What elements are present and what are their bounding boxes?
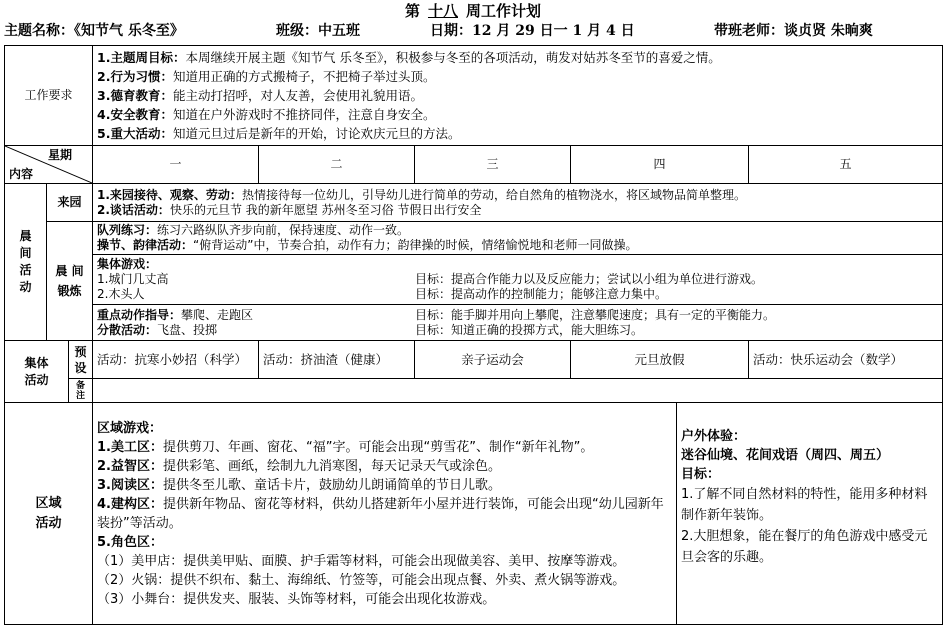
day-monday: 一	[93, 146, 259, 184]
area-games-content: 区域游戏： 1.美工区：提供剪刀、年画、窗花、“福”字。可能会出现“剪雪花”、制作“新年礼物”。 2.益智区：提供彩笔、画纸，绘制九九消寒图，每天记录天气或涂色。 3.阅读区：提供冬至儿歌、童话卡片，鼓励幼儿朗诵简单的节日儿歌。 4.建构区：提供新年物品、窗花等材料，供幼儿搭建新年小屋并进行装饰，可能会出现“幼儿园新年装扮”等活动。 5.角色区： （1）美甲店：提供美甲贴、面膜、护手霜等材料，可能会出现做美容、美甲、按摩等游戏。 （2）火锅：提供不织布、黏土、海绵纸、竹签等，可能会出现点餐、外卖、煮火锅等游戏。 （3）小舞台：提供发夹、服装、头饰等材料，可能会出现化妆游戏。	[93, 403, 677, 625]
arrival-label: 来园	[47, 184, 93, 222]
morning-activity-label: 晨 间 活 动	[5, 184, 47, 341]
theme-name: 主题名称：《知节气 乐冬至》	[4, 23, 184, 39]
requirements-label: 工作要求	[5, 46, 93, 146]
weekday-corner-cell	[5, 146, 93, 184]
note-label: 备 注	[69, 379, 93, 403]
requirement-item: 3.德育教育：能主动打招呼，对人友善，会使用礼貌用语。	[97, 88, 423, 103]
day-wednesday: 三	[415, 146, 571, 184]
note-content	[93, 379, 943, 403]
title-week: 十八	[427, 2, 458, 20]
area-item: 2.益智区：提供彩笔、画纸，绘制九九消寒图，每天记录天气或涂色。	[97, 459, 502, 474]
role-item: （3）小舞台：提供发夹、服装、头饰等材料，可能会出现化妆游戏。	[97, 592, 496, 607]
exercise-label: 晨 间 锻炼	[47, 222, 93, 341]
date-range: 日期：12 月 29 日一 1 月 4 日	[430, 23, 635, 39]
teacher-names: 带班老师：谈贞贤 朱晌爽	[714, 23, 873, 39]
title-suffix: 周工作计划	[466, 2, 542, 20]
area-item: 5.角色区：	[97, 535, 163, 550]
role-item: （2）火锅：提供不织布、黏土、海绵纸、竹签等，可能会出现点餐、外卖、煮火锅等游戏。	[97, 573, 626, 588]
plan-wednesday: 亲子运动会	[415, 341, 571, 379]
requirement-item: 2.行为习惯：知道用正确的方式搬椅子，不把椅子举过头顶。	[97, 69, 436, 84]
plan-friday: 活动：快乐运动会（数学）	[749, 341, 943, 379]
day-tuesday: 二	[259, 146, 415, 184]
area-item: 4.建构区：提供新年物品、窗花等材料，供幼儿搭建新年小屋并进行装饰，可能会出现“幼儿园新年装扮”等活动。	[97, 497, 664, 531]
corner-weekday-label: 星期	[48, 148, 73, 162]
arrival-content: 1.来园接待、观察、劳动：热情接待每一位幼儿，引导幼儿进行简单的劳动，给自然角的植物浇水，将区域物品简单整理。 2.谈话活动：快乐的元旦节 我的新年愿望 苏州冬至习俗 节假日出行安全	[93, 184, 943, 222]
requirement-item: 5.重大活动：知道元旦过后是新年的开始，讨论欢庆元旦的方法。	[97, 126, 461, 141]
role-item: （1）美甲店：提供美甲贴、面膜、护手霜等材料，可能会出现做美容、美甲、按摩等游戏。	[97, 554, 626, 569]
requirement-item: 4.安全教育：知道在户外游戏时不推挤同伴，注意自身安全。	[97, 107, 436, 122]
page-title	[0, 0, 946, 22]
plan-thursday: 元旦放假	[571, 341, 749, 379]
area-item: 1.美工区：提供剪刀、年画、窗花、“福”字。可能会出现“剪雪花”、制作“新年礼物”。	[97, 440, 594, 455]
day-friday: 五	[749, 146, 943, 184]
collective-activity-label: 集体 活动	[5, 341, 69, 403]
queue-gym-content: 队列练习：练习六路纵队齐步向前，保持速度、动作一致。 操节、韵律活动：“俯背运动”中，节奏合拍，动作有力；韵律操的时候，情绪愉悦地和老师一同做操。	[93, 222, 943, 255]
plan-monday: 活动：抗寒小妙招（科学）	[93, 341, 259, 379]
group-games-content: 集体游戏： 1.城门几丈高 目标：提高合作能力以及反应能力；尝试以小组为单位进行游戏。 2.木头人 目标：提高动作的控制能力；能够注意力集中。	[93, 255, 943, 305]
day-thursday: 四	[571, 146, 749, 184]
class-name: 班级：中五班	[276, 23, 360, 39]
key-action-content: 重点动作指导：攀爬、走跑区 目标：能手脚并用向上攀爬，注意攀爬速度；具有一定的平衡能力。 分散活动：飞盘、投掷 目标：知道正确的投掷方式，能大胆练习。	[93, 305, 943, 341]
outdoor-experience-content: 户外体验： 迷谷仙境、花间戏语（周四、周五） 目标： 1.了解不同自然材料的特性，能用多种材料制作新年装饰。 2.大胆想象，能在餐厅的角色游戏中感受元旦会客的乐趣。	[677, 403, 943, 625]
requirements-content	[93, 46, 943, 146]
area-activity-label: 区域 活动	[5, 403, 93, 625]
requirement-item: 1.主题周目标：本周继续开展主题《知节气 乐冬至》，积极参与冬至的各项活动，萌发对姑苏冬至节的喜爱之情。	[97, 50, 721, 65]
corner-content-label: 内容	[9, 167, 34, 181]
weekly-plan-table	[4, 45, 943, 625]
area-item: 3.阅读区：提供冬至儿歌、童话卡片，鼓励幼儿朗诵简单的节日儿歌。	[97, 478, 502, 493]
plan-label: 预 设	[69, 341, 93, 379]
title-prefix: 第	[404, 2, 420, 20]
header-info	[0, 20, 946, 42]
plan-tuesday: 活动：挤油渣（健康）	[259, 341, 415, 379]
